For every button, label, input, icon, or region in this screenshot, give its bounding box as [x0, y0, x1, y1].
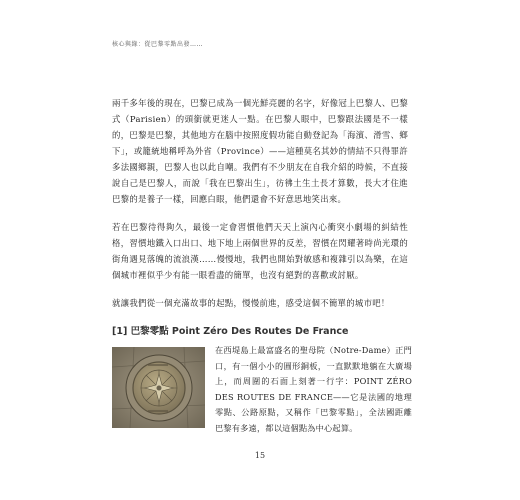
body-paragraph: 兩千多年後的現在，巴黎已成為一個光鮮亮麗的名字，好像冠上巴黎人、巴黎式（Parisien）的頭銜就更迷人一點。在巴黎人眼中，巴黎跟法國是不一樣的，巴黎是巴黎，其他地方在腦中按照度假功能自動登記為「海濱、滑雪、鄉下」，或籠統地稱呼為外省（Province）——這種莫名其妙的情結不只得罪許多法國鄉親，巴黎人也以此自嘲。我們有不少朋友在自我介紹的時候，不直接說自己是巴黎人，而說「我在巴黎出生」，彷彿土生土長才算數，長大才住進巴黎的是養子一樣，回應白眼，他們還會不好意思地笑出來。 [112, 98, 408, 204]
point-zero-medallion-photo [112, 347, 205, 428]
body-paragraph: 就讓我們從一個充滿故事的起點，慢慢前進，感受這個不簡單的城市吧！ [112, 298, 390, 308]
page-number: 15 [254, 451, 266, 460]
section-row [112, 343, 412, 436]
section-text: 在西堤島上最富盛名的聖母院（Notre-Dame）正門口，有一個小小的圓形銅板，一直默默地躺在大廣場上，而周圍的石面上刻著一行字：POINT ZÉRO DES ROUTES DE FRANCE——它是法國的地理零點、公路原點，又稱作「巴黎零點」，全法國距離巴黎有多遠，都以這個點為中心起算。 [215, 345, 412, 433]
body-paragraph: 若在巴黎待得夠久，最後一定會習慣他們天天上演內心衝突小劇場的糾結性格，習慣地鐵入口出口、地下地上兩個世界的反差，習慣在閃耀著時尚光環的街角遇見落魄的流浪漢……慢慢地，我們也開始對敏感和複雜引以為樂，在這個城市裡似乎少有能一眼看盡的簡單，也沒有絕對的喜歡或討厭。 [112, 222, 408, 280]
section-heading: [1] 巴黎零點 Point Zéro Des Routes De France [112, 326, 349, 337]
running-header: 核心與緣：從巴黎零點出發…… [112, 41, 204, 48]
body-text [112, 95, 408, 323]
point-zero-section [112, 323, 412, 436]
